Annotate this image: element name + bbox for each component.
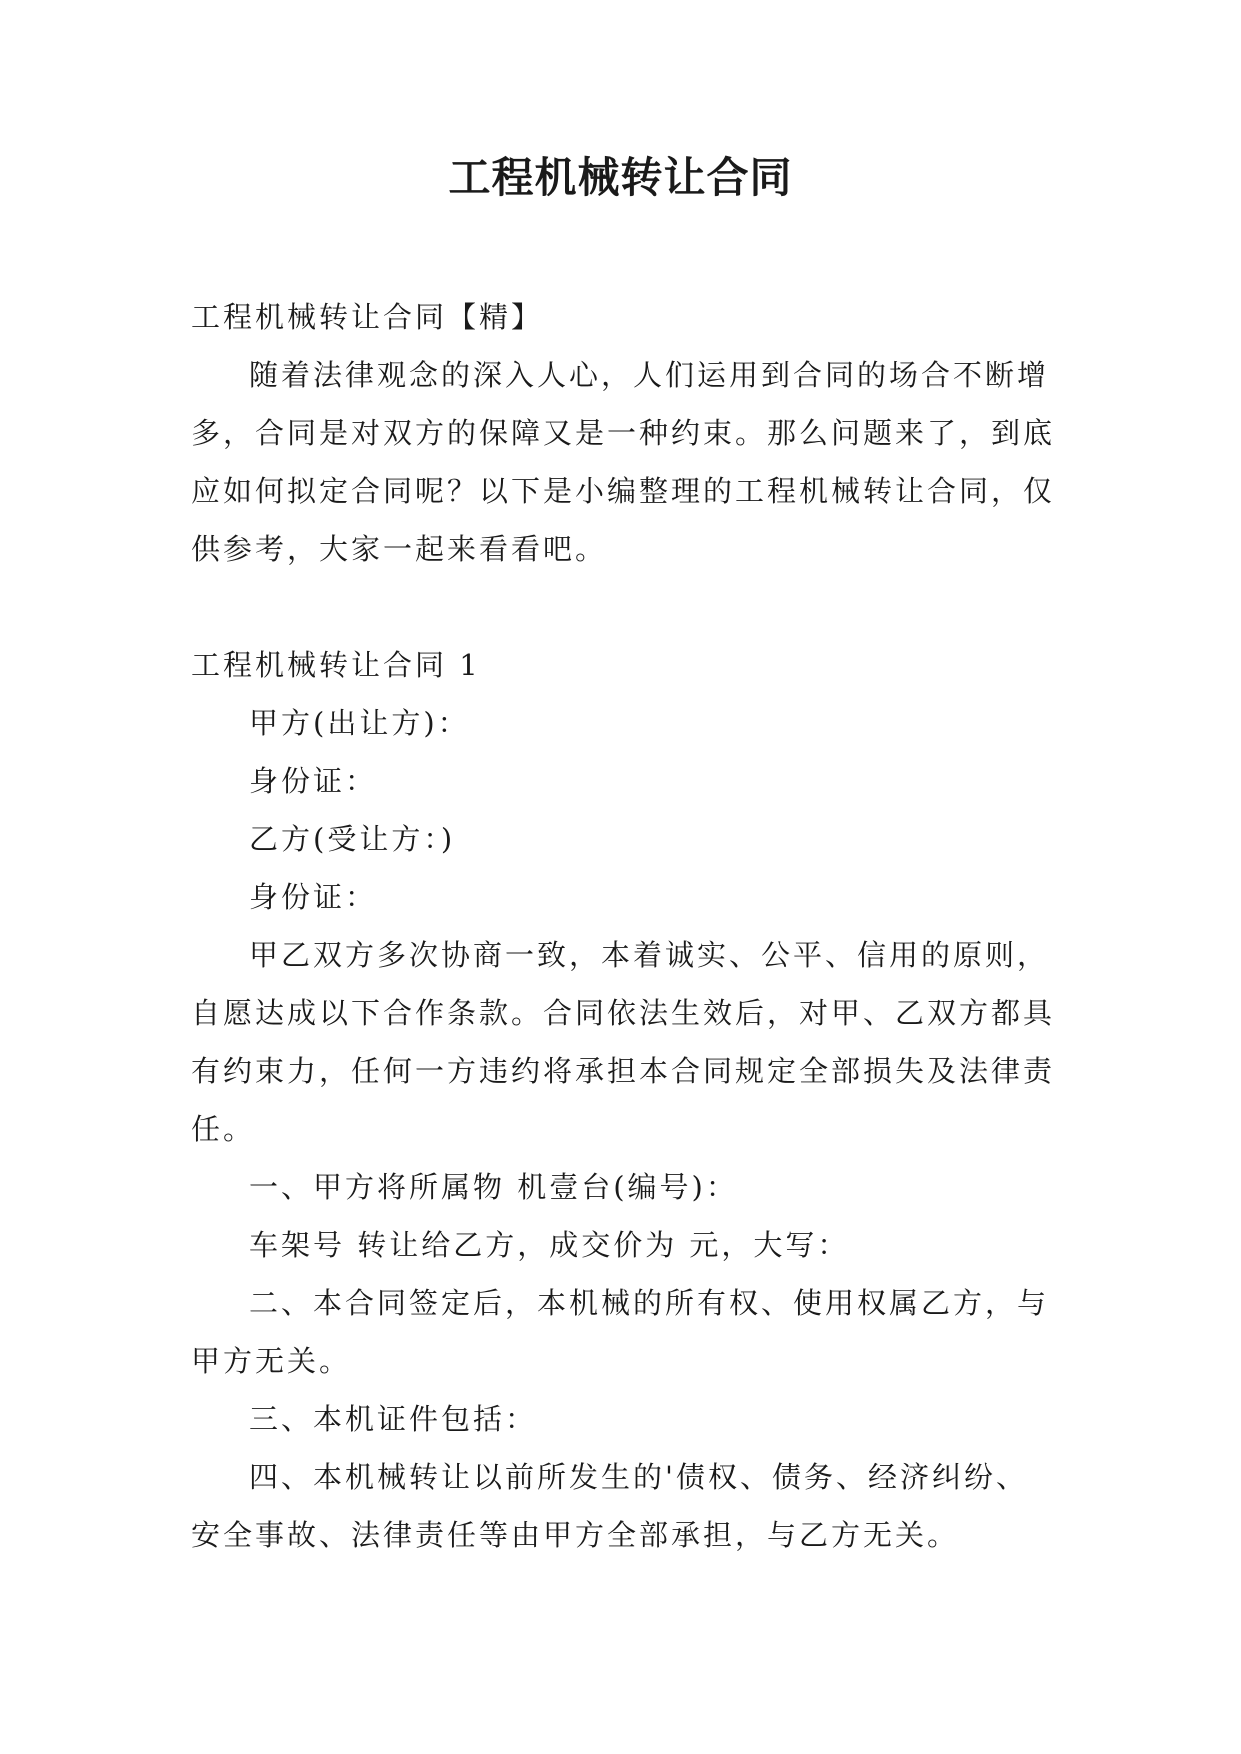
party-b-line: 乙方(受让方：) [249, 822, 456, 856]
clause-1-line-1: 一、甲方将所属物 机壹台(编号)： [249, 1170, 738, 1204]
party-b-id-line: 身份证： [249, 880, 378, 914]
clause-1-line-2: 车架号 转让给乙方，成交价为 元，大写： [249, 1228, 850, 1262]
document-title: 工程机械转让合同 [448, 153, 793, 202]
clause-4: 四、本机械转让以前所发生的'债权、债务、经济纠纷、安全事故、法律责任等由甲方全部承担，与乙方无关。 [191, 1460, 1028, 1552]
intro-paragraph: 随着法律观念的深入人心，人们运用到合同的场合不断增多，合同是对双方的保障又是一种约束。那么问题来了，到底应如何拟定合同呢？以下是小编整理的工程机械转让合同，仅供参考，大家一起来看看吧。 [191, 358, 1056, 566]
section-heading: 工程机械转让合同 1 [191, 648, 481, 682]
clause-3: 三、本机证件包括： [249, 1402, 538, 1436]
agreement-paragraph: 甲乙双方多次协商一致，本着诚实、公平、信用的原则，自愿达成以下合作条款。合同依法生效后，对甲、乙双方都具有约束力，任何一方违约将承担本合同规定全部损失及法律责任。 [191, 938, 1056, 1146]
party-a-id-line: 身份证： [249, 764, 378, 798]
document-subtitle: 工程机械转让合同【精】 [191, 300, 544, 334]
document-body [191, 288, 1055, 1564]
party-a-line: 甲方(出让方)： [249, 706, 470, 740]
clause-2: 二、本合同签定后，本机械的所有权、使用权属乙方，与甲方无关。 [191, 1286, 1050, 1378]
paragraph-spacer [191, 578, 1055, 636]
